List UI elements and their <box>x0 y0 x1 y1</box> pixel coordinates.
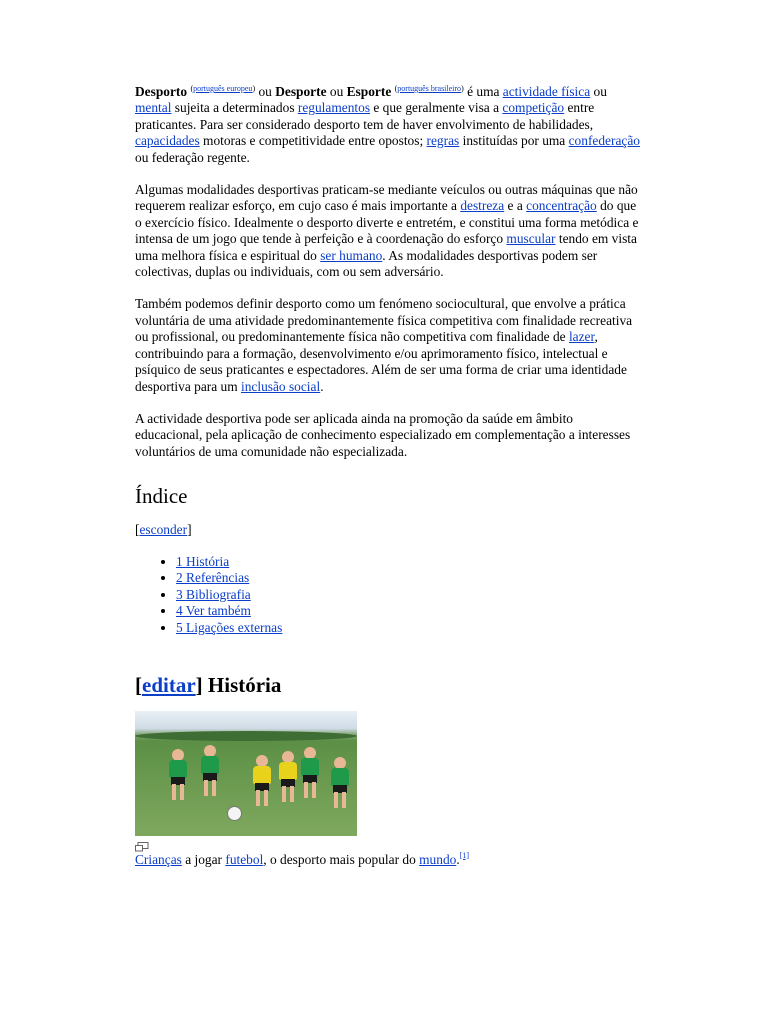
link-muscular[interactable]: muscular <box>506 231 556 247</box>
link-actividade-fisica[interactable]: actividade física <box>502 84 591 99</box>
paragraph-3 <box>135 296 640 394</box>
text: ou <box>326 84 347 99</box>
term-esporte: Esporte <box>346 84 392 99</box>
link-inclusao-social[interactable]: inclusão social <box>240 378 321 394</box>
sup-portugues-brasileiro: (português brasileiro) <box>394 84 464 93</box>
bracket: ] <box>195 672 203 697</box>
toc-link-referencias[interactable]: 2 Referências <box>176 570 250 586</box>
link-regulamentos[interactable]: regulamentos <box>297 100 371 116</box>
toc-item <box>176 554 640 571</box>
paragraph-4: A actividade desportiva pode ser aplicada ainda na promoção da saúde em âmbito educacional, pela aplicação de conhecimento especializado em complementação a interesses voluntários de uma comunidade não especializada. <box>135 410 631 459</box>
figure-caption <box>135 852 640 868</box>
figure <box>135 711 640 868</box>
link-criancas[interactable]: Crianças <box>135 851 182 867</box>
link-capacidades[interactable]: capacidades <box>135 133 200 149</box>
link-regras[interactable]: regras <box>426 133 460 149</box>
link-destreza[interactable]: destreza <box>460 198 505 214</box>
text: , o desporto mais popular do <box>263 851 420 867</box>
term-desporte: Desporte <box>275 84 327 99</box>
link-futebol[interactable]: futebol <box>225 851 264 867</box>
text: tendo em vista uma melhora física e espiritual do <box>135 231 637 263</box>
text: instituídas por uma <box>459 133 569 149</box>
bracket: ] <box>187 522 192 538</box>
toc-link-historia[interactable]: 1 História <box>176 553 230 569</box>
tree-line <box>135 731 357 741</box>
text: ou <box>255 84 276 99</box>
toc-link-ver-tambem[interactable]: 4 Ver também <box>176 603 251 619</box>
article-body <box>135 84 640 868</box>
sup-portugues-europeu: (português europeu) <box>190 84 256 93</box>
toc-item <box>176 570 640 587</box>
toc-link-bibliografia[interactable]: 3 Bibliografia <box>176 586 251 602</box>
reference-link[interactable]: [1] <box>459 850 470 860</box>
link-portugues-europeu[interactable]: português europeu <box>193 84 253 93</box>
toc-heading: Índice <box>135 484 188 509</box>
link-mental[interactable]: mental <box>135 100 172 116</box>
toc-link-ligacoes-externas[interactable]: 5 Ligações externas <box>176 619 283 635</box>
link-lazer[interactable]: lazer <box>568 329 595 345</box>
text: a jogar <box>181 851 226 867</box>
text: ou federação regente. <box>135 149 250 165</box>
text: entre praticantes. Para ser considerado desporto tem de haver envolvimento de habilidades, <box>135 100 595 132</box>
text: é uma <box>463 84 503 99</box>
section-title: História <box>202 672 282 697</box>
bracket: [ <box>135 672 142 697</box>
toc-toggle <box>135 522 640 538</box>
link-portugues-brasileiro[interactable]: português brasileiro <box>397 84 462 93</box>
bracket: [ <box>135 522 140 538</box>
football <box>227 806 242 821</box>
text: do que o exercício físico. Idealmente o desporto diverte e entretém, e constitui uma forma metódica e intensa de um jogo que tende à perfeição e à coordenação do esforço <box>135 198 639 247</box>
link-ser-humano[interactable]: ser humano <box>320 247 383 263</box>
text: Algumas modalidades desportivas praticam-se mediante veículos ou outras máquinas que não requerem realizar esforço, em cujo caso é mais importante a <box>135 182 638 214</box>
enlarge-icon[interactable] <box>135 842 149 852</box>
section-heading-historia <box>135 673 640 697</box>
link-concentracao[interactable]: concentração <box>526 198 597 214</box>
intro-paragraph <box>135 84 640 166</box>
text: ou <box>590 84 607 99</box>
toc-item <box>176 603 640 620</box>
toc-item <box>176 620 640 637</box>
edit-section-link[interactable]: editar <box>142 672 196 697</box>
text: sujeita a determinados <box>171 100 298 116</box>
link-competicao[interactable]: competição <box>502 100 565 116</box>
text: . <box>456 851 460 867</box>
text: , contribuindo para a formação, desenvolvimento e/ou aprimoramento físico, intelectual e psíquico de seus praticantes e espectadores. Além de ser uma forma de criar uma identidade desportiva para um <box>135 329 627 394</box>
text: . As modalidades desportivas podem ser colectivas, duplas ou individuais, com ou sem adversário. <box>135 247 598 280</box>
text: e a <box>504 198 527 214</box>
paragraph-2 <box>135 182 640 280</box>
toc-item <box>176 587 640 604</box>
link-mundo[interactable]: mundo <box>419 851 457 867</box>
text: Também podemos definir desporto como um fenómeno sociocultural, que envolve a prática voluntária de uma atividade predominantemente física competitiva com finalidade recreativa ou profissional, ou predominantemente física não competitiva com finalidade de <box>135 296 633 345</box>
term-desporto: Desporto <box>135 84 188 99</box>
toc-list <box>135 554 640 637</box>
text: e que geralmente visa a <box>370 100 503 116</box>
photo-children-football[interactable] <box>135 711 357 836</box>
text: . <box>320 378 324 394</box>
text: motoras e competitividade entre opostos; <box>199 133 427 149</box>
link-confederacao[interactable]: confederação <box>568 133 640 149</box>
toc-hide-link[interactable]: esconder <box>139 522 188 538</box>
